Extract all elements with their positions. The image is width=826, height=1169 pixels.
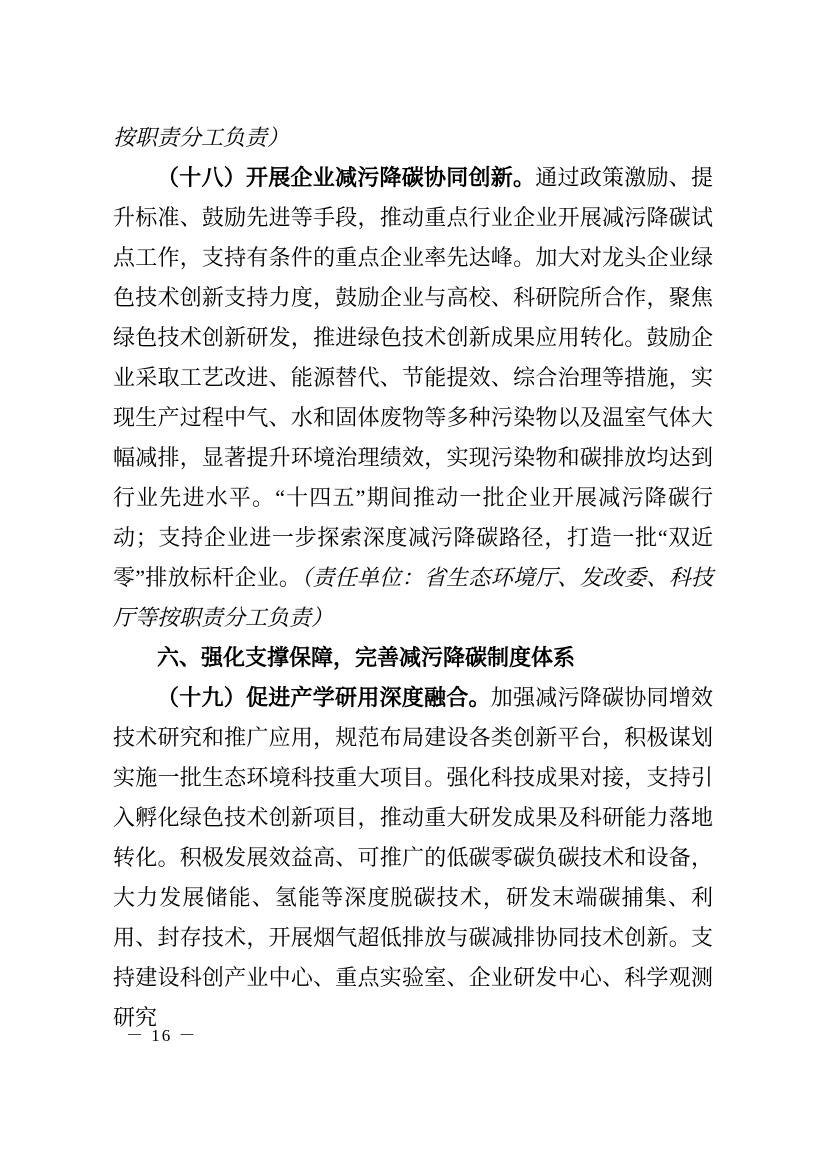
page-number: － 16 － (126, 1026, 198, 1045)
paragraph-19-body: 加强减污降碳协同增效技术研究和推广应用，规范布局建设各类创新平台，积极谋划实施一批生态环境科技重大项目。强化科技成果对接，支持引入孵化绿色技术创新项目，推动重大研发成果及科研能力落地转化。积极发展效益高、可推广的低碳零碳负碳技术和设备，大力发展储能、氢能等深度脱碳技术，研发末端碳捕集、利用、封存技术，开展烟气超低排放与碳减排协同技术创新。支持建设科创产业中心、重点实验室、企业研发中心、科学观测研究 (113, 685, 713, 1030)
paragraph-19 (113, 678, 713, 1038)
paragraph-19-lead: （十九）促进产学研用深度融合。 (157, 685, 491, 710)
paragraph-18-responsibility: （责任单位：省生态环境厅、发改委、科技厅等按职责分工负责） (113, 565, 713, 630)
paragraph-18-body: 通过政策激励、提升标准、鼓励先进等手段，推动重点行业企业开展减污降碳试点工作，支持有条件的重点企业率先达峰。加大对龙头企业绿色技术创新支持力度，鼓励企业与高校、科研院所合作，聚焦绿色技术创新研发，推进绿色技术创新成果应用转化。鼓励企业采取工艺改进、能源替代、节能提效、综合治理等措施，实现生产过程中气、水和固体废物等多种污染物以及温室气体大幅减排，显著提升环境治理绩效，实现污染物和碳排放均达到行业先进水平。“十四五”期间推动一批企业开展减污降碳行动；支持企业进一步探索深度减污降碳路径，打造一批“双近零”排放标杆企业。 (113, 165, 713, 590)
continuation-text: 按职责分工负责） (113, 125, 290, 150)
paragraph-18 (113, 158, 713, 638)
section-heading-6: 六、强化支撑保障，完善减污降碳制度体系 (157, 645, 576, 670)
document-text-block (113, 118, 713, 1038)
paragraph-18-lead: （十八）开展企业减污降碳协同创新。 (157, 165, 536, 190)
continuation-line (113, 118, 713, 158)
